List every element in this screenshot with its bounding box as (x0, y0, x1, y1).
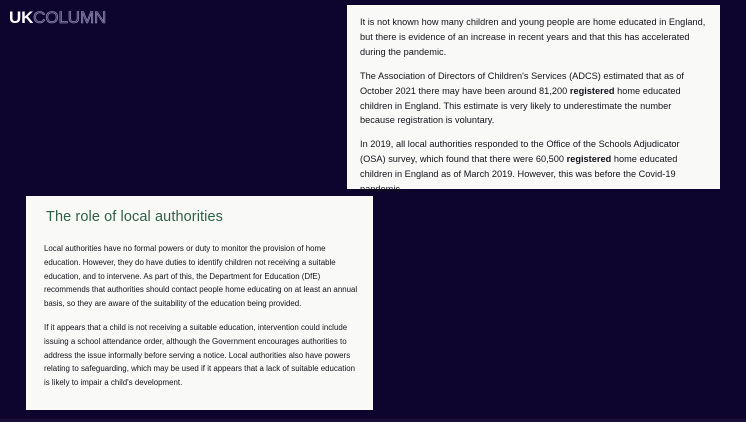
paragraph: The Association of Directors of Children's Services (ADCS) estimated that as of October 2021 there may have been around 81,200 registered home educated children in England. This estimate is very likely to underestimate the number because registration is voluntary. (360, 70, 685, 126)
paragraph: In 2019, all local authorities responded to the Office of the Schools Adjudicator (OSA) survey, which found that there were 60,500 registered home educated children in England as of March 2019. However, this was before the Covid-19 pandemic. (360, 139, 680, 195)
local-authorities-paragraphs (40, 242, 360, 389)
logo-uk-text: UK (9, 8, 34, 27)
paragraph: If it appears that a child is not receiving a suitable education, intervention could include issuing a school attendance order, although the Government encourages authorities to address the issue informally before serving a notice. Local authorities also have powers relating to safeguarding, which may be used if it appears that a lack of suitable education is likely to impair a child's development. (44, 323, 356, 387)
emphasis-text: registered (566, 154, 612, 165)
paragraph: It is not known how many children and young people are home educated in England, but there is evidence of an increase in recent years and that this has accelerated during the pandemic. (360, 17, 706, 57)
local-authorities-text-card (26, 196, 373, 410)
home-education-paragraphs (360, 15, 707, 197)
uk-column-logo (9, 9, 106, 29)
logo-column-text: COLUMN (33, 8, 107, 27)
paragraph: Local authorities have no formal powers or duty to monitor the provision of home education. However, they do have duties to identify children not receiving a suitable education, and to intervene. As part of this, the Department for Education (DfE) recommends that authorities should contact people home educating on at least an annual basis, so they are aware of the suitability of the education being provided. (44, 244, 358, 308)
local-authorities-heading: The role of local authorities (46, 209, 223, 225)
home-education-text-card (347, 5, 720, 195)
emphasis-text: registered (569, 85, 615, 96)
